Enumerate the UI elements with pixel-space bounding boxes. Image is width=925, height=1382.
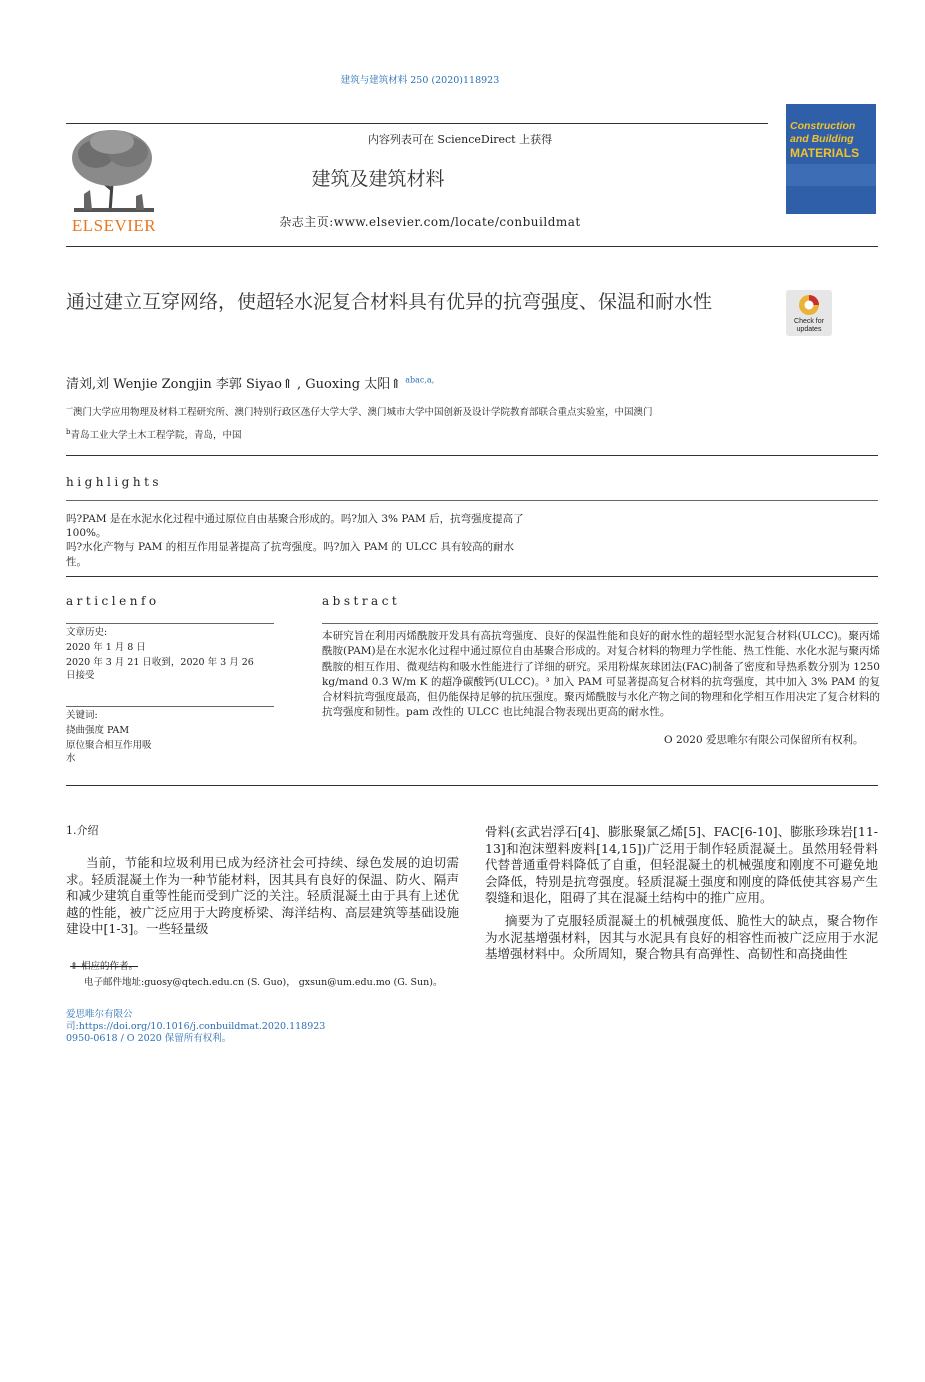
history-accepted: 日接受	[66, 670, 95, 681]
contents-available-line: 内容列表可在 ScienceDirect 上获得	[367, 133, 553, 146]
journal-cover	[786, 104, 876, 214]
check-updates-label-2: updates	[796, 326, 822, 333]
affil-a-text: 澳门大学应用物理及材料工程研究所、澳门特别行政区氹仔大学大学、澳门城市大学中国创新及设计学院教育部联合重点实验室，中国澳门	[73, 407, 653, 419]
publisher-line: 爱思唯尔有限公	[66, 1009, 133, 1020]
check-updates-label-1: Check for	[794, 318, 824, 325]
history-label: 文章历史:	[66, 627, 108, 638]
authors	[66, 373, 434, 392]
highlights-heading: highlights	[66, 475, 163, 489]
highlight-line: 吗?PAM 是在水泥水化过程中通过原位自由基聚合形成的。吗?加入 3% PAM 后，抗弯强度提高了	[66, 513, 524, 525]
abstract-copyright: O 2020 爱思唯尔有限公司保留所有权利。	[664, 734, 864, 746]
affil-a-mark: 一	[66, 405, 73, 413]
abstract-text: 本研究旨在利用丙烯酰胺开发具有高抗弯强度、良好的保温性能和良好的耐水性的超轻型水泥复合材料(ULCC)。聚丙烯酰胺(PAM)是在水泥水化过程中通过原位自由基聚合形成的。对复合材料的物理力学性能、热工性能、水化水泥与聚丙烯酰胺的相互作用、微观结构和吸水性能进行了详细的研究。采用粉煤灰球团法(FAC)制备了密度和导热系数分别为 1250 kg/mand 0.3 W/m K 的超净碳酸钙(ULCC)。³ 加入 PAM 可显著提高复合材料的抗弯强度，其中加入 3% PAM 的复合材料抗弯强度最高，但仍能保持足够的抗压强度。聚丙烯酰胺与水化产物之间的物理和化学相互作用决定了复合材料的抗弯强度和韧性。pam 改性的 ULCC 也比纯混合物表现出更高的耐水性。	[322, 630, 880, 719]
check-for-updates-button[interactable]	[786, 290, 832, 336]
article-info-heading: articlenfo	[66, 594, 160, 608]
highlight-line: 吗?水化产物与 PAM 的相互作用显著提高了抗弯强度。吗?加入 PAM 的 ULCC 具有较高的耐水	[66, 541, 515, 554]
intro-column-1	[66, 855, 459, 938]
journal-name: 建筑及建筑材料	[311, 168, 445, 190]
history-received: 2020 年 1 月 8 日	[66, 642, 146, 653]
issn-line: 0950-0618 / O 2020 保留所有权利。	[66, 1033, 232, 1044]
cover-stripe	[786, 164, 876, 186]
article-history	[66, 626, 274, 682]
keywords	[66, 709, 274, 765]
cover-title-1: Construction	[790, 120, 856, 132]
keyword-item: 水	[66, 753, 76, 764]
affil-b-text: 青岛工业大学土木工程学院，青岛，中国	[70, 430, 242, 442]
highlight-line: 100%。	[66, 527, 107, 540]
history-revised: 2020 年 3 月 21 日收到，2020 年 3 月 26	[66, 657, 254, 668]
elsevier-wordmark: ELSEVIER	[71, 216, 157, 235]
affiliation-b	[66, 424, 746, 444]
affiliation-a	[66, 401, 746, 421]
keyword-item: 挠曲强度 PAM	[66, 725, 130, 736]
footnote	[70, 959, 470, 991]
doi-block	[66, 1009, 325, 1045]
cover-title-3: MATERIALS	[790, 146, 860, 160]
abstract-heading: abstract	[322, 594, 401, 608]
highlight-line: 性。	[66, 555, 87, 568]
doi-link[interactable]: 司:https://doi.org/10.1016/j.conbuildmat.2020.118923	[66, 1021, 326, 1032]
highlights-list	[66, 512, 586, 569]
affiliations	[66, 401, 746, 444]
intro-paragraph: 当前，节能和垃圾利用已成为经济社会可持续、绿色发展的迫切需求。轻质混凝土作为一种节能材料，因其具有良好的保温、防火、隔声和减少建筑自重等性能而受到广泛的关注。轻质混凝土由于具有上述优越的性能，被广泛应用于大跨度桥梁、海洋结构、高层建筑等基础设施建设中[1-3]。一些轻量级	[66, 855, 459, 937]
article-title: 通过建立互穿网络，使超轻水泥复合材料具有优异的抗弯强度、保温和耐水性	[66, 291, 713, 313]
email-addresses[interactable]: 电子邮件地址:guosy@qtech.edu.cn (S. Guo)， gxsun@um.edu.mo (G. Sun)。	[84, 977, 443, 988]
check-updates-icon	[786, 290, 832, 320]
keywords-label: 关键词:	[66, 710, 98, 721]
corresponding-author-note: ⇑ 相应的作者。	[70, 961, 138, 972]
journal-reference[interactable]: 建筑与建筑材料 250 (2020)118923	[340, 75, 500, 86]
section-heading-introduction: 1.介绍	[66, 824, 99, 837]
journal-homepage[interactable]: 杂志主页:www.elsevier.com/locate/conbuildmat	[279, 215, 581, 229]
intro-column-2	[485, 824, 878, 963]
cover-title-2: and Building	[790, 133, 854, 145]
intro-paragraph: 骨料(玄武岩浮石[4]、膨胀聚氯乙烯[5]、FAC[6-10]、膨胀珍珠岩[11-13]和泡沫塑料废料[14,15])广泛用于制作轻质混凝土。虽然用轻骨料代替普通重骨料降低了自重，但轻混凝土的机械强度和刚度不可避免地会降低，特别是抗弯强度。轻质混凝土强度和刚度的降低使其容易产生裂缝和退化，阻碍了其在混凝土结构中的推广应用。	[485, 824, 878, 906]
keyword-item: 原位聚合相互作用吸	[66, 740, 152, 751]
intro-paragraph: 摘要为了克服轻质混凝土的机械强度低、脆性大的缺点，聚合物作为水泥基增强材料，因其与水泥具有良好的相容性而被广泛应用于水泥基增强材料中。众所周知，聚合物具有高弹性、高韧性和高挠曲性	[485, 912, 878, 962]
affil-b-mark: b	[66, 428, 71, 437]
elsevier-logo	[66, 124, 162, 236]
author-names[interactable]: 清刘,刘 Wenjie Zongjin 李郭 Siyao⇑ , Guoxing 太阳⇑	[66, 377, 402, 392]
author-affiliation-marks[interactable]: abac,a,	[405, 375, 435, 385]
